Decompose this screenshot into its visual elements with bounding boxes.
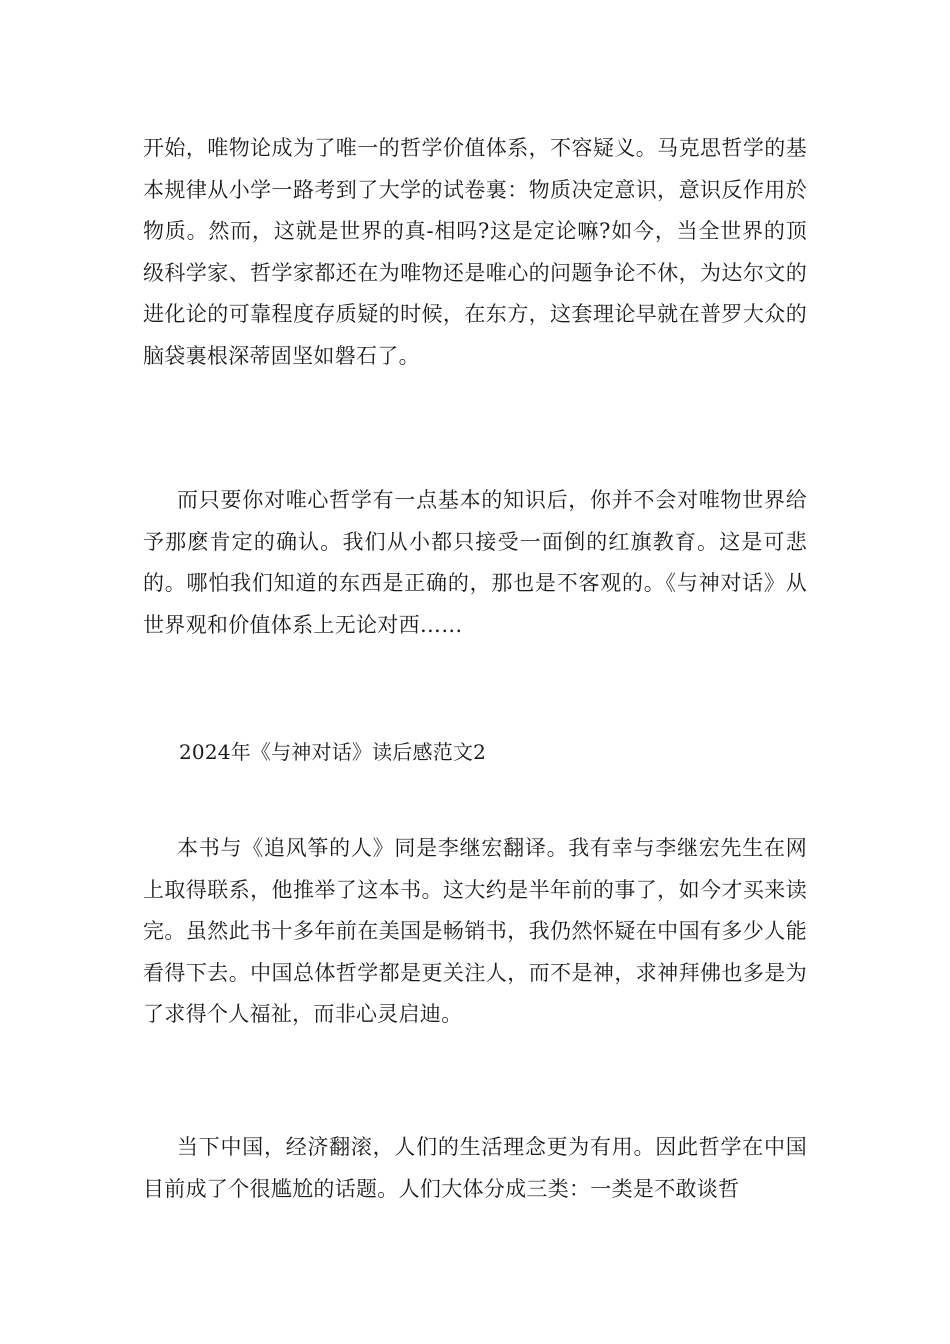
paragraph-1: 开始，唯物论成为了唯一的哲学价值体系，不容疑义。马克思哲学的基本规律从小学一路考到了大学的试卷裏：物质决定意识，意识反作用於物质。然而，这就是世界的真-相吗?这是定论嘛?如今，当全世界的顶级科学家、哲学家都还在为唯物还是唯心的问题争论不休，为达尔文的进化论的可靠程度存质疑的时候，在东方，这套理论早就在普罗大众的脑袋裏根深蒂固坚如磐石了。 [143, 136, 807, 368]
section-heading: 2024年《与神对话》读后感范文2 [179, 740, 487, 764]
paragraph-4: 当下中国，经济翻滚，人们的生活理念更为有用。因此哲学在中国目前成了个很尴尬的话题。人们大体分成三类：一类是不敢谈哲 [143, 1135, 807, 1201]
paragraph-3: 本书与《追风筝的人》同是李继宏翻译。我有幸与李继宏先生在网上取得联系，他推举了这本书。这大约是半年前的事了，如今才买来读完。虽然此书十多年前在美国是畅销书，我仍然怀疑在中国有多少人能看得下去。中国总体哲学都是更关注人，而不是神，求神拜佛也多是为了求得个人福祉，而非心灵启迪。 [143, 836, 807, 1026]
paragraph-2: 而只要你对唯心哲学有一点基本的知识后，你并不会对唯物世界给予那麽肯定的确认。我们从小都只接受一面倒的红旗教育。这是可悲的。哪怕我们知道的东西是正确的，那也是不客观的。《与神对话》从世界观和价值体系上无论对西…… [143, 488, 807, 637]
